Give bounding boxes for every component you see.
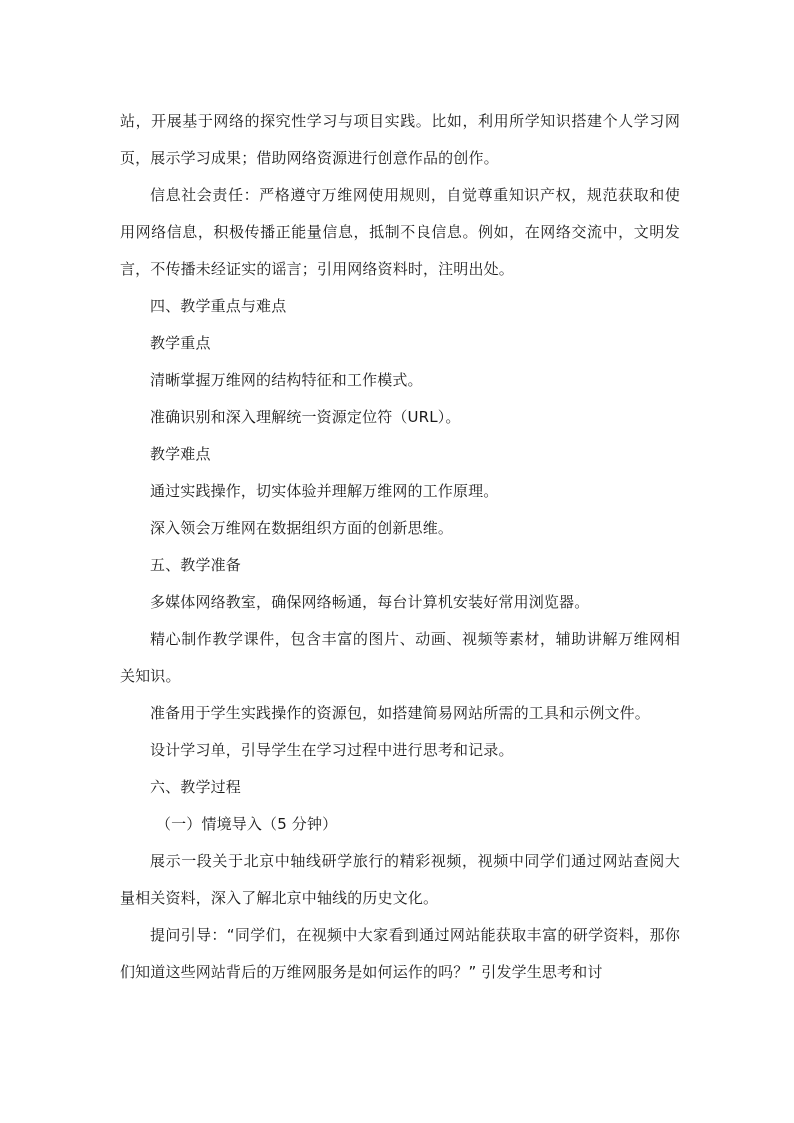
- list-item-key-point-2: 准确识别和深入理解统一资源定位符（URL）。: [150, 408, 461, 426]
- paragraph-question-prompt: 提问引导：“同学们，在视频中大家看到通过网站能获取丰富的研学资料，那你们知道这些网站背后的万维网服务是如何运作的吗？” 引发学生思考和讨: [120, 926, 680, 981]
- list-item-key-point-1: 清晰掌握万维网的结构特征和工作模式。: [150, 371, 423, 389]
- section-heading-preparation: 五、教学准备: [150, 556, 241, 574]
- list-item-preparation-2: 精心制作教学课件，包含丰富的图片、动画、视频等素材，辅助讲解万维网相关知识。: [120, 630, 680, 685]
- list-item-preparation-3: 准备用于学生实践操作的资源包，如搭建简易网站所需的工具和示例文件。: [150, 704, 650, 722]
- section-heading-key-points: 四、教学重点与难点: [150, 297, 287, 315]
- paragraph-social-responsibility: 信息社会责任：严格遵守万维网使用规则，自觉尊重知识产权，规范获取和使用网络信息，积极传播正能量信息，抵制不良信息。例如，在网络交流中，文明发言，不传播未经证实的谣言；引用网络资料时，注明出处。: [120, 186, 680, 278]
- subheading-difficulties: 教学难点: [150, 445, 211, 463]
- paragraph-continuation: 站，开展基于网络的探究性学习与项目实践。比如，利用所学知识搭建个人学习网页，展示学习成果；借助网络资源进行创意作品的创作。: [120, 112, 680, 167]
- subheading-scenario-intro: （一）情境导入（5 分钟）: [156, 815, 338, 833]
- list-item-difficulty-1: 通过实践操作，切实体验并理解万维网的工作原理。: [150, 482, 499, 500]
- list-item-preparation-4: 设计学习单，引导学生在学习过程中进行思考和记录。: [150, 741, 514, 759]
- subheading-key-points: 教学重点: [150, 334, 211, 352]
- document-body: [120, 103, 680, 991]
- list-item-difficulty-2: 深入领会万维网在数据组织方面的创新思维。: [150, 519, 454, 537]
- list-item-preparation-1: 多媒体网络教室，确保网络畅通，每台计算机安装好常用浏览器。: [150, 593, 590, 611]
- paragraph-video-intro: 展示一段关于北京中轴线研学旅行的精彩视频，视频中同学们通过网站查阅大量相关资料，深入了解北京中轴线的历史文化。: [120, 852, 680, 907]
- section-heading-process: 六、教学过程: [150, 778, 241, 796]
